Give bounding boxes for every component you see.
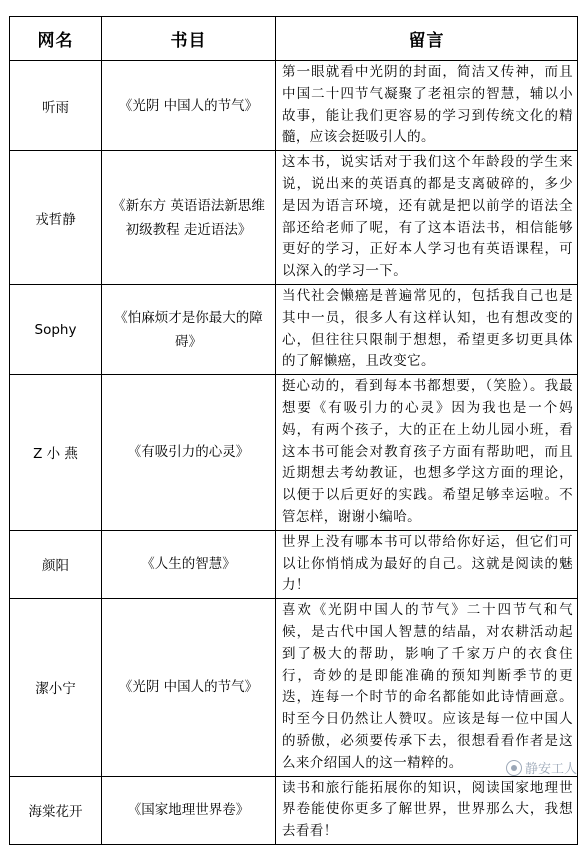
column-header-name: 网名 [10, 17, 102, 61]
column-header-book: 书目 [102, 17, 276, 61]
cell-book: 《人生的智慧》 [102, 530, 276, 598]
table-row [10, 530, 578, 598]
cell-message: 当代社会懒癌是普遍常见的，包括我自己也是其中一员，很多人有这样认知，也有想改变的心，但往往只限制于想想，希望更多切更具体的了解懒癌，且改变它。 [276, 284, 578, 374]
cell-message: 读书和旅行能拓展你的知识，阅读国家地理世界卷能使你更多了解世界，世界那么大，我想去看看！ [276, 776, 578, 844]
table-row [10, 599, 578, 776]
cell-message: 这本书，说实话对于我们这个年龄段的学生来说，说出来的英语真的都是支离破碎的，多少是因为语言环境，还有就是把以前学的语法全部还给老师了呢，有了这本语法书，相信能够更好的学习，正好本人学习也有英语课程，可以深入的学习一下。 [276, 151, 578, 285]
cell-message: 挺心动的，看到每本书都想要，（笑脸）。我最想要《有吸引力的心灵》因为我也是一个妈妈，有两个孩子，大的正在上幼儿园小班，看这本书可能会对教育孩子方面有帮助吧，而且近期想去考幼教证，也想多学这方面的理论，以便于以后更好的实践。希望足够幸运啦。不管怎样，谢谢小编哈。 [276, 375, 578, 531]
cell-name: Sophy [10, 284, 102, 374]
cell-name: 潔小宁 [10, 599, 102, 776]
cell-book: 《怕麻烦才是你最大的障碍》 [102, 284, 276, 374]
column-header-message: 留言 [276, 17, 578, 61]
table-row [10, 375, 578, 531]
cell-name: Z 小 燕 [10, 375, 102, 531]
table-row [10, 284, 578, 374]
cell-name: 戎哲静 [10, 151, 102, 285]
table-row [10, 776, 578, 844]
cell-message: 世界上没有哪本书可以带给你好运，但它们可以让你悄悄成为最好的自己。这就是阅读的魅力！ [276, 530, 578, 598]
table-row [10, 61, 578, 151]
cell-message: 第一眼就看中光阴的封面，简洁又传神，而且中国二十四节气凝聚了老祖宗的智慧，辅以小故事，能让我们更容易的学习到传统文化的精髓，应该会挺吸引人的。 [276, 61, 578, 151]
cell-book: 《国家地理世界卷》 [102, 776, 276, 844]
comments-table [9, 16, 578, 845]
cell-name: 听雨 [10, 61, 102, 151]
cell-book: 《有吸引力的心灵》 [102, 375, 276, 531]
cell-name: 颜阳 [10, 530, 102, 598]
cell-book: 《新东方 英语语法新思维初级教程 走近语法》 [102, 151, 276, 285]
cell-book: 《光阴 中国人的节气》 [102, 599, 276, 776]
cell-message: 喜欢《光阴中国人的节气》二十四节气和气候，是古代中国人智慧的结晶，对农耕活动起到了极大的帮助，影响了千家万户的衣食住行，奇妙的是即能准确的预知判断季节的更迭，连每一个时节的命名都能如此诗情画意。时至今日仍然让人赞叹。应该是每一位中国人的骄傲，必须要传承下去，很想看看作者是这么来介绍国人的这一精粹的。 [276, 599, 578, 776]
comments-table-container [9, 16, 577, 845]
wechat-logo-icon [506, 760, 522, 776]
table-header-row [10, 17, 578, 61]
watermark-text: 静安工人 [524, 762, 577, 777]
watermark [506, 758, 577, 777]
cell-name: 海棠花开 [10, 776, 102, 844]
cell-book: 《光阴 中国人的节气》 [102, 61, 276, 151]
table-row [10, 151, 578, 285]
